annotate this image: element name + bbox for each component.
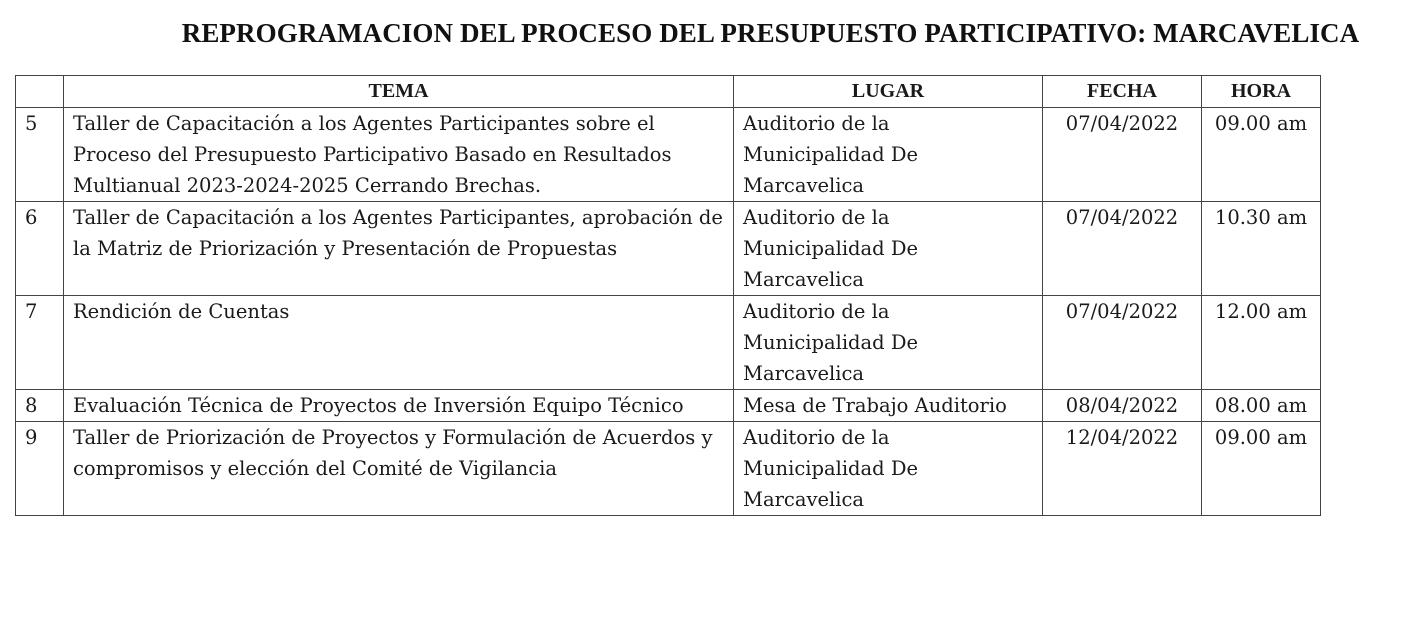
lugar-line: Mesa de Trabajo Auditorio: [743, 394, 1007, 417]
table-header-row: [16, 76, 1321, 108]
row-fecha: 08/04/2022: [1043, 390, 1202, 422]
row-fecha: 12/04/2022: [1043, 422, 1202, 516]
row-fecha: 07/04/2022: [1043, 202, 1202, 296]
row-tema: Evaluación Técnica de Proyectos de Inversión Equipo Técnico: [64, 390, 734, 422]
row-hora: 09.00 am: [1202, 422, 1321, 516]
lugar-line: Marcavelica: [743, 488, 865, 511]
lugar-line: Municipalidad De: [743, 331, 919, 354]
lugar-line: Municipalidad De: [743, 143, 919, 166]
table-row: [16, 108, 1321, 202]
table-row: [16, 422, 1321, 516]
table-row: [16, 390, 1321, 422]
row-number: 5: [16, 108, 64, 202]
row-fecha: 07/04/2022: [1043, 108, 1202, 202]
row-number: 6: [16, 202, 64, 296]
lugar-line: Auditorio de la: [743, 112, 890, 135]
row-hora: 10.30 am: [1202, 202, 1321, 296]
lugar-line: Municipalidad De: [743, 457, 919, 480]
schedule-table: [15, 75, 1321, 516]
row-lugar: [734, 202, 1043, 296]
row-number: 8: [16, 390, 64, 422]
header-fecha: FECHA: [1043, 76, 1202, 108]
row-lugar: [734, 390, 1043, 422]
row-hora: 09.00 am: [1202, 108, 1321, 202]
row-tema: Taller de Capacitación a los Agentes Participantes, aprobación de la Matriz de Priorización y Presentación de Propuestas: [64, 202, 734, 296]
header-num: [16, 76, 64, 108]
row-number: 9: [16, 422, 64, 516]
lugar-line: Auditorio de la: [743, 206, 890, 229]
header-tema: TEMA: [64, 76, 734, 108]
lugar-line: Auditorio de la: [743, 426, 890, 449]
lugar-line: Auditorio de la: [743, 300, 890, 323]
row-tema: Taller de Capacitación a los Agentes Participantes sobre el Proceso del Presupuesto Participativo Basado en Resultados Multianual 2023-2024-2025 Cerrando Brechas.: [64, 108, 734, 202]
header-lugar: LUGAR: [734, 76, 1043, 108]
row-lugar: [734, 296, 1043, 390]
row-lugar: [734, 108, 1043, 202]
table-row: [16, 296, 1321, 390]
row-hora: 08.00 am: [1202, 390, 1321, 422]
row-fecha: 07/04/2022: [1043, 296, 1202, 390]
lugar-line: Municipalidad De: [743, 237, 919, 260]
lugar-line: Marcavelica: [743, 174, 865, 197]
row-tema: Rendición de Cuentas: [64, 296, 734, 390]
header-hora: HORA: [1202, 76, 1321, 108]
table-row: [16, 202, 1321, 296]
row-tema: Taller de Priorización de Proyectos y Formulación de Acuerdos y compromisos y elección del Comité de Vigilancia: [64, 422, 734, 516]
row-lugar: [734, 422, 1043, 516]
page-title: REPROGRAMACION DEL PROCESO DEL PRESUPUESTO PARTICIPATIVO: MARCAVELICA: [181, 18, 1360, 48]
row-hora: 12.00 am: [1202, 296, 1321, 390]
lugar-line: Marcavelica: [743, 362, 865, 385]
row-number: 7: [16, 296, 64, 390]
lugar-line: Marcavelica: [743, 268, 865, 291]
